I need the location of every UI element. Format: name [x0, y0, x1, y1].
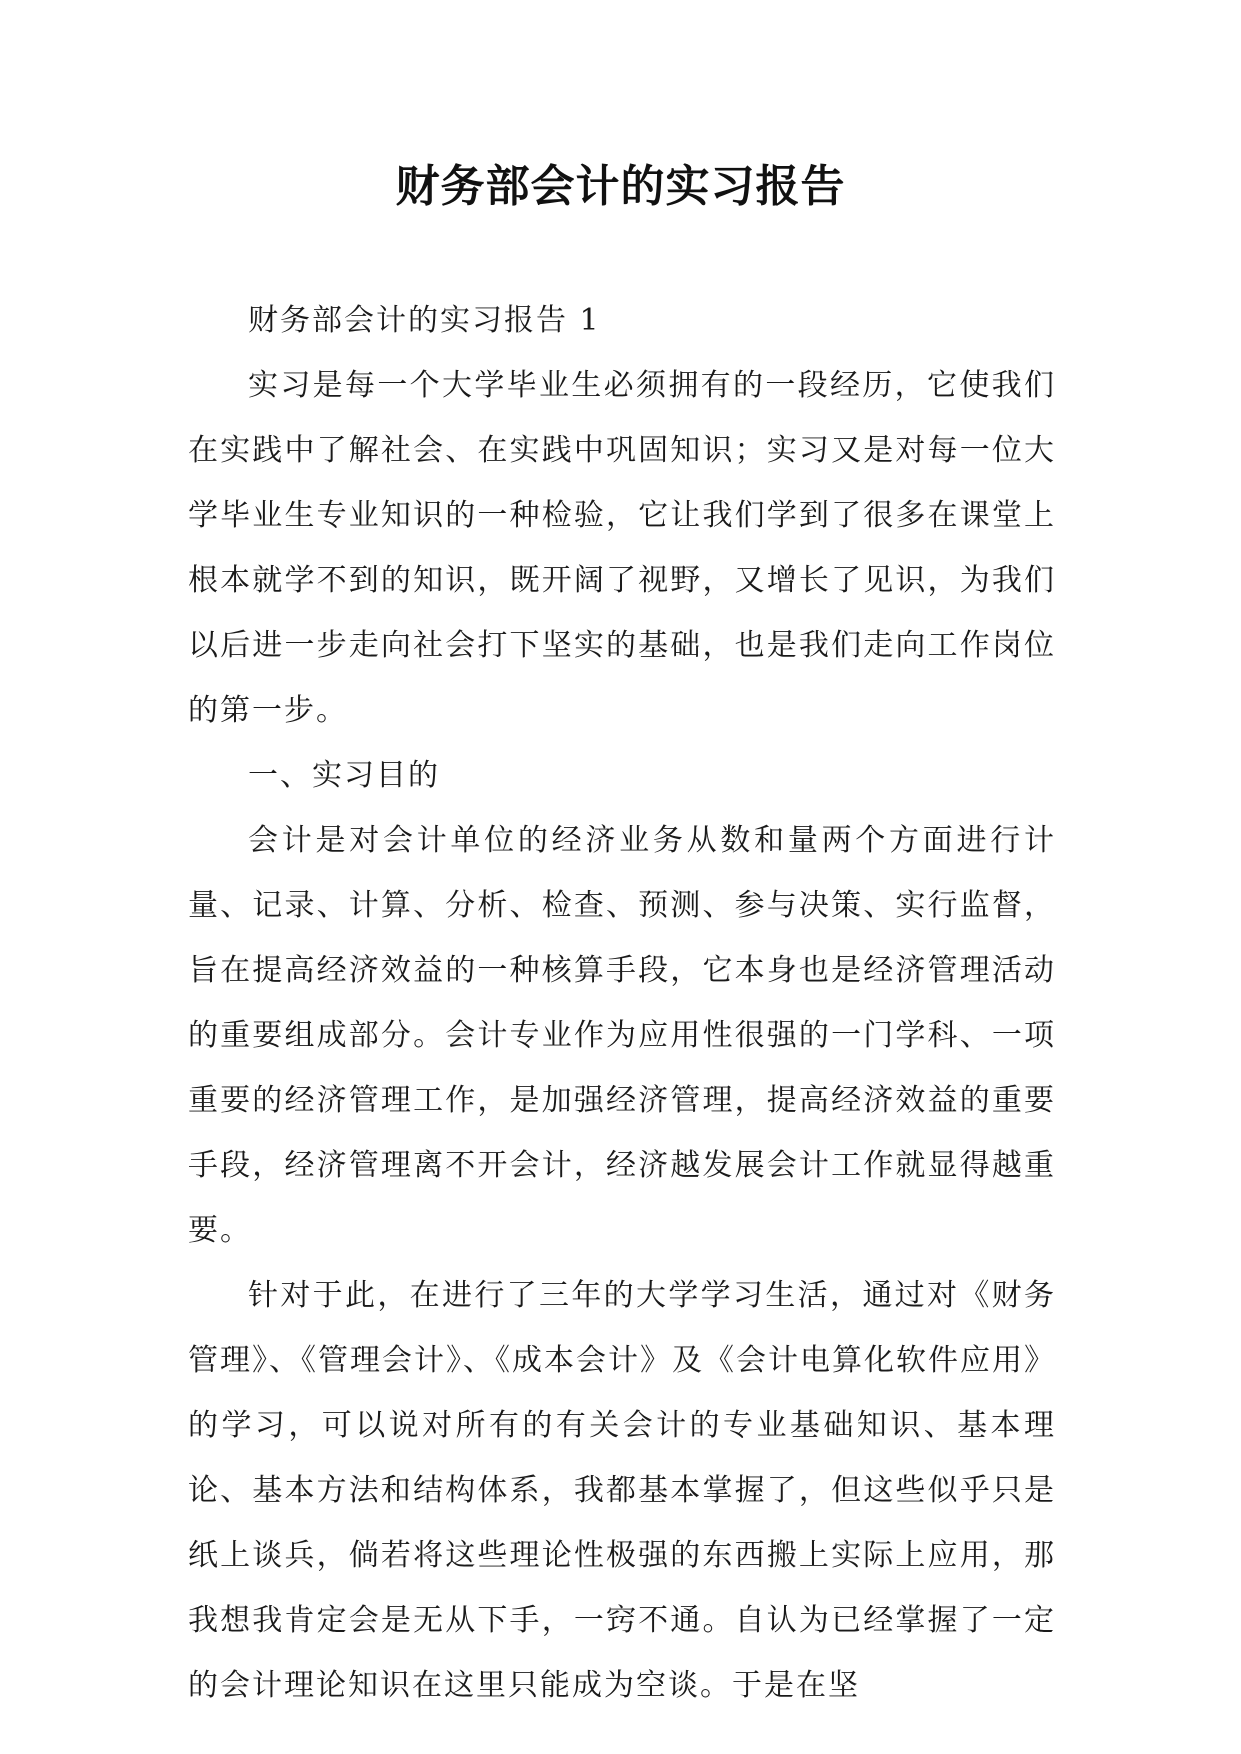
paragraph-intro: 实习是每一个大学毕业生必须拥有的一段经历，它使我们在实践中了解社会、在实践中巩固知识；实习又是对每一位大学毕业生专业知识的一种检验，它让我们学到了很多在课堂上根本就学不到的知识，既开阔了视野，又增长了见识，为我们以后进一步走向社会打下坚实的基础，也是我们走向工作岗位的第一步。	[188, 368, 1056, 728]
document-body	[188, 288, 1056, 1718]
section-heading-purpose: 一、实习目的	[248, 758, 440, 793]
paragraph-accounting-definition: 会计是对会计单位的经济业务从数和量两个方面进行计量、记录、计算、分析、检查、预测、参与决策、实行监督，旨在提高经济效益的一种核算手段，它本身也是经济管理活动的重要组成部分。会计专业作为应用性很强的一门学科、一项重要的经济管理工作，是加强经济管理，提高经济效益的重要手段，经济管理离不开会计，经济越发展会计工作就显得越重要。	[188, 823, 1056, 1248]
paragraph-study-background: 针对于此，在进行了三年的大学学习生活，通过对《财务管理》、《管理会计》、《成本会计》及《会计电算化软件应用》的学习，可以说对所有的有关会计的专业基础知识、基本理论、基本方法和结构体系，我都基本掌握了，但这些似乎只是纸上谈兵，倘若将这些理论性极强的东西搬上实际上应用，那我想我肯定会是无从下手，一窍不通。自认为已经掌握了一定的会计理论知识在这里只能成为空谈。于是在坚	[188, 1278, 1056, 1703]
document-title: 财务部会计的实习报告	[395, 161, 846, 212]
section-subtitle: 财务部会计的实习报告 1	[248, 303, 601, 338]
